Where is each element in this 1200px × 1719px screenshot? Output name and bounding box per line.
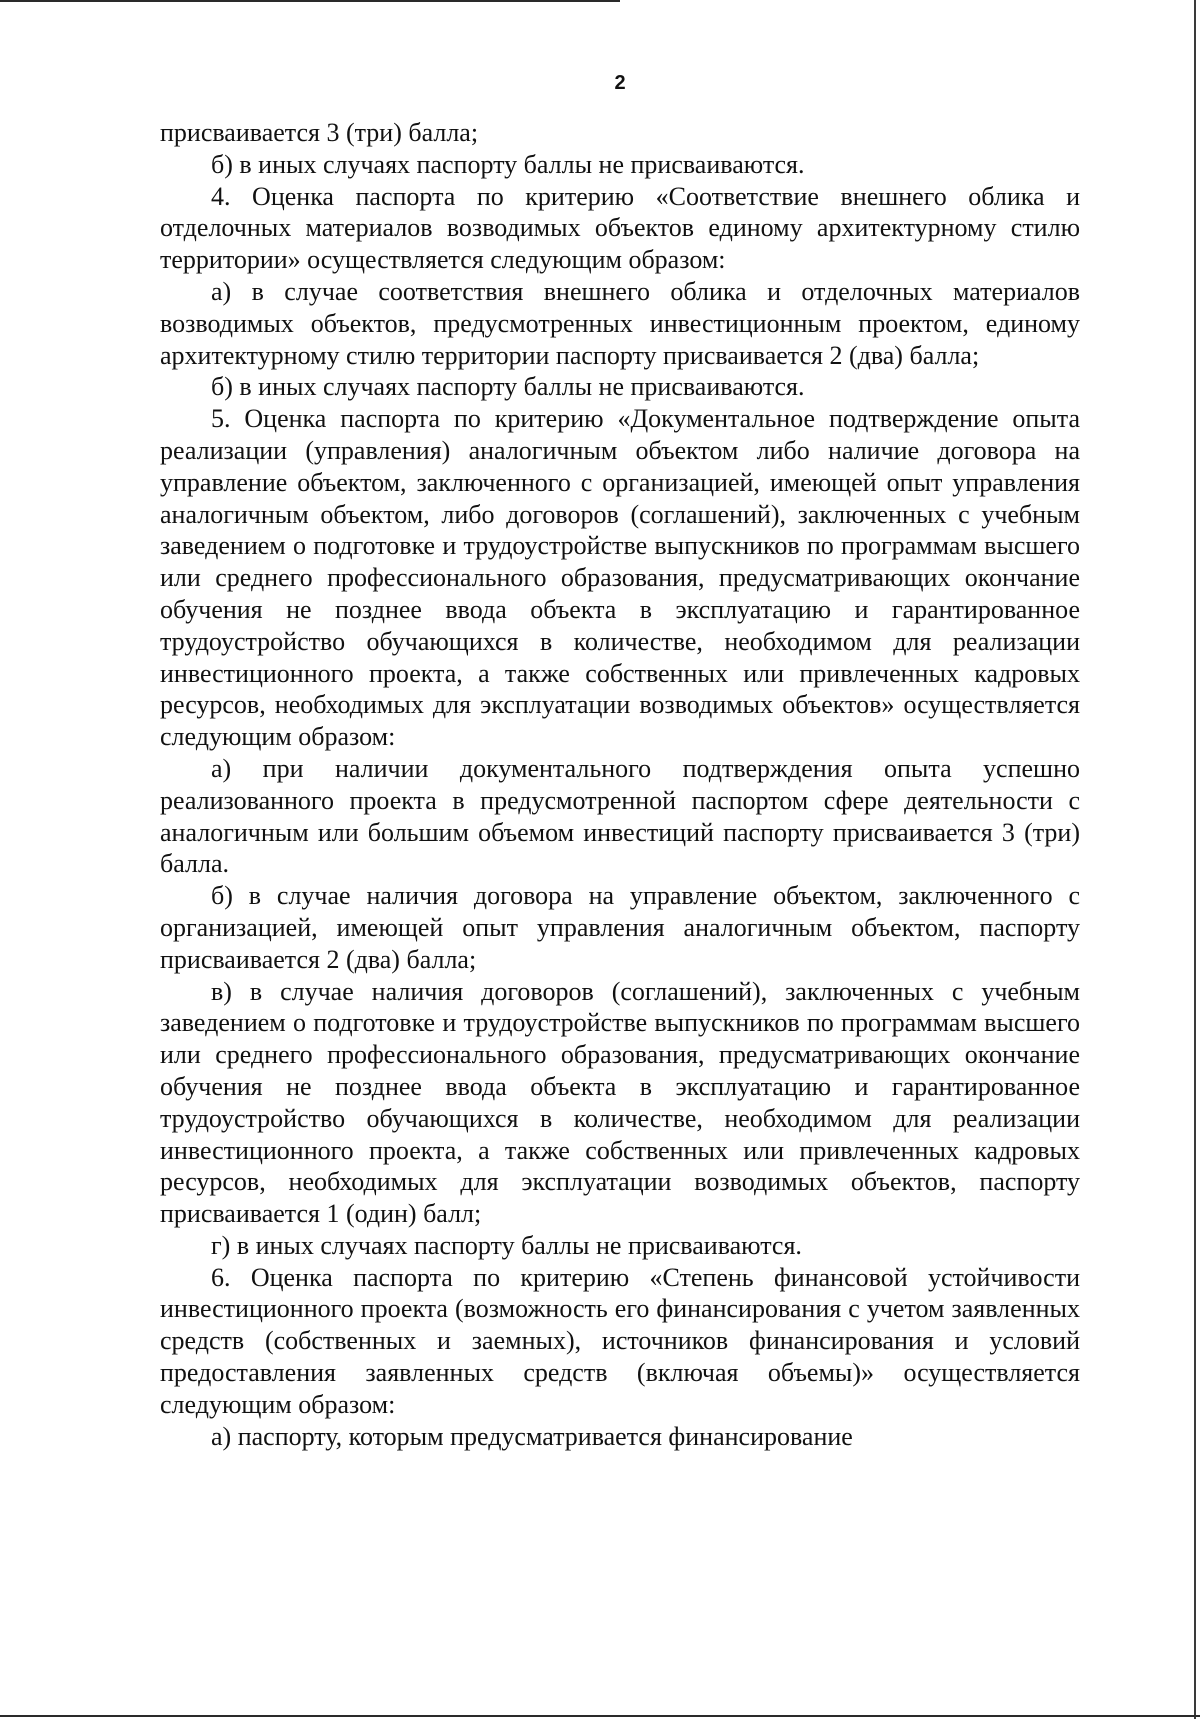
paragraph-5g: г) в иных случаях паспорту баллы не присваиваются. bbox=[211, 1230, 802, 1260]
paragraph-6: 6. Оценка паспорта по критерию «Степень финансовой устойчивости инвестиционного проекта (возможность его финансирования с учетом заявленных средств (собственных и заемных), источников финансирования и условий предоставления заявленных средств (включая объемы)» осуществляется следующим образом: bbox=[160, 1262, 1080, 1419]
scan-edge-bottom bbox=[0, 1715, 1200, 1717]
paragraph-4a: а) в случае соответствия внешнего облика и отделочных материалов возводимых объектов, предусмотренных инвестиционным проектом, единому архитектурному стилю территории паспорту присваивается 2 (два) балла; bbox=[160, 276, 1080, 370]
scan-edge-top bbox=[0, 0, 620, 2]
paragraph-6a: а) паспорту, которым предусматривается финансирование bbox=[211, 1421, 853, 1451]
paragraph-4b: б) в иных случаях паспорту баллы не присваиваются. bbox=[211, 372, 805, 402]
paragraph-5a: а) при наличии документального подтверждения опыта успешно реализованного проекта в предусмотренной паспортом сфере деятельности с аналогичным или большим объемом инвестиций паспорту присваивается 3 (три) балла. bbox=[160, 753, 1080, 879]
paragraph-5v: в) в случае наличия договоров (соглашений), заключенных с учебным заведением о подготовке и трудоустройстве выпускников по программам высшего или среднего профессионального образования, предусматривающих окончание обучения не позднее ввода объекта в эксплуатацию и гарантированное трудоустройство обучающихся в количестве, необходимом для реализации инвестиционного проекта, а также собственных или привлеченных кадровых ресурсов, необходимых для эксплуатации возводимых объектов, паспорту присваивается 1 (один) балл; bbox=[160, 976, 1080, 1229]
paragraph-4: 4. Оценка паспорта по критерию «Соответствие внешнего облика и отделочных материалов возводимых объектов единому архитектурному стилю территории» осуществляется следующим образом: bbox=[160, 181, 1080, 275]
page-number: 2 bbox=[614, 72, 626, 94]
scan-edge-right bbox=[1194, 0, 1196, 1719]
paragraph-3b: б) в иных случаях паспорту баллы не присваиваются. bbox=[211, 149, 805, 179]
paragraph-continuation: присваивается 3 (три) балла; bbox=[160, 118, 479, 147]
document-body bbox=[160, 117, 1080, 1452]
paragraph-5: 5. Оценка паспорта по критерию «Документальное подтверждение опыта реализации (управления) аналогичным объектом либо наличие договора на управление объектом, заключенного с организацией, имеющей опыт управления аналогичным объектом, либо договоров (соглашений), заключенных с учебным заведением о подготовке и трудоустройстве выпускников по программам высшего или среднего профессионального образования, предусматривающих окончание обучения не позднее ввода объекта в эксплуатацию и гарантированное трудоустройство обучающихся в количестве, необходимом для реализации инвестиционного проекта, а также собственных или привлеченных кадровых ресурсов, необходимых для эксплуатации возводимых объектов» осуществляется следующим образом: bbox=[160, 404, 1080, 752]
paragraph-5b: б) в случае наличия договора на управление объектом, заключенного с организацией, имеющей опыт управления аналогичным объектом, паспорту присваивается 2 (два) балла; bbox=[160, 881, 1080, 974]
